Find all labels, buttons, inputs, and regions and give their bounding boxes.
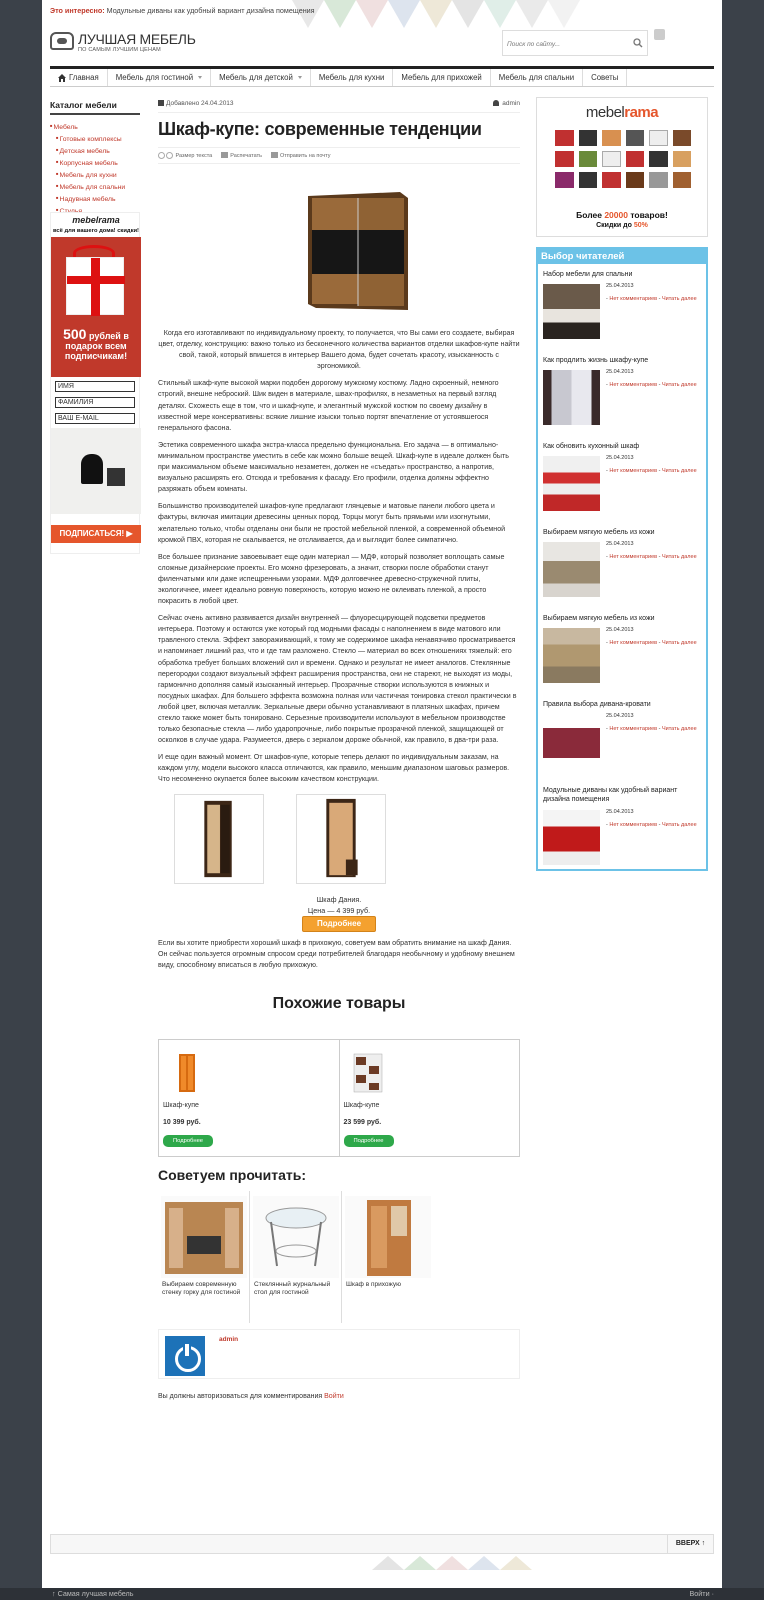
list-item-title[interactable]: Как продлить жизнь шкафу-купе [543, 357, 649, 364]
ad-text: Скидки до [596, 222, 634, 229]
ad-text: 20000 [604, 210, 628, 220]
catalog-item[interactable]: ■ Корпусная мебель [50, 157, 140, 169]
comments-link[interactable]: Нет комментариев [609, 726, 658, 732]
list-item-date: 25.04.2013 [606, 455, 634, 461]
recommended-list [158, 1191, 520, 1323]
product-name[interactable]: Шкаф-купе [163, 1101, 199, 1109]
bottom-bar [0, 1588, 764, 1600]
article-paragraph: Все большее признание завоевывает еще один материал — МДФ, который позволяет воплощать самые сложные дизайнерские проекты. Его можно фрезеровать, а значит, створки после обработки станут филенчатыми или даже испещренными узорами. МДФ долговечнее древесно-стружечной плиты, экологичнее, имеет идеально ровную поверхность, которую можно не оклеивать пленкой, а просто покрасить в любой цвет. [158, 552, 505, 606]
product-card[interactable] [159, 1040, 340, 1156]
list-item-meta: - Нет комментариев - Читать далее [606, 726, 697, 732]
ad-brand-part: rama [624, 104, 659, 121]
back-to-top-button[interactable]: ВВЕРХ ↑ [667, 1535, 713, 1553]
article-paragraph: Когда его изготавливают по индивидуальному проекту, то получается, что Вы сами его создаете, выбирая цвет, отделку, конструкцию: важно только из бесконечного количества вариантов отделки шкафов-купе найти свой, такой, который впишется в интерьер Вашего дома, будет сочетать красоту, изысканность с эргономикой. [158, 329, 520, 371]
recommended-title: Советуем прочитать: [158, 1166, 307, 1183]
comments-link[interactable]: Нет комментариев [609, 554, 658, 560]
subscribe-button[interactable]: ПОДПИСАТЬСЯ! ▶ [51, 525, 141, 543]
user-icon [493, 100, 499, 106]
product-details-button[interactable]: Подробнее [344, 1135, 394, 1147]
comments-link[interactable]: Нет комментариев [609, 822, 658, 828]
catalog-list [50, 121, 140, 217]
chevron-down-icon [198, 76, 202, 79]
nav-living-room[interactable] [108, 69, 211, 86]
site-logo[interactable] [50, 30, 196, 56]
wardrobe-image[interactable] [543, 370, 600, 425]
calendar-icon [158, 100, 164, 106]
list-item-meta: - Нет комментариев - Читать далее [606, 822, 697, 828]
nav-label: Главная [69, 73, 99, 82]
sofa-image[interactable] [543, 542, 600, 597]
print-link[interactable] [221, 152, 262, 159]
promo-offer [54, 326, 138, 361]
name-field[interactable]: ИМЯ [55, 381, 135, 392]
promo-amount: 500 [63, 326, 87, 342]
nav-bedroom[interactable] [491, 69, 583, 86]
list-item-date: 25.04.2013 [606, 713, 634, 719]
list-item-title[interactable]: Правила выбора дивана-кровати [543, 701, 651, 708]
login-link[interactable]: Войти [324, 1392, 344, 1400]
page [42, 0, 722, 1588]
recommended-item[interactable] [342, 1191, 434, 1323]
sofa-bed-image[interactable] [543, 714, 600, 769]
list-item-meta: - Нет комментариев - Читать далее [606, 382, 697, 388]
nav-label: Мебель для гостиной [115, 73, 194, 82]
list-item-meta: - Нет комментариев - Читать далее [606, 554, 697, 560]
mebelrama-ad[interactable] [536, 97, 708, 237]
catalog-item[interactable]: ■ Детская мебель [50, 145, 140, 157]
recommended-item[interactable] [158, 1191, 250, 1323]
recommended-title[interactable]: Шкаф в прихожую [346, 1280, 402, 1288]
main-nav [50, 66, 714, 87]
list-item-meta: - Нет комментариев - Читать далее [606, 296, 697, 302]
list-item-title[interactable]: Выбираем мягкую мебель из кожи [543, 529, 655, 536]
fireplace-image [107, 468, 125, 486]
wardrobe-image [350, 1052, 384, 1094]
catalog-item[interactable]: ■ Мебель [50, 121, 140, 133]
nav-kitchen[interactable] [311, 69, 394, 86]
article-paragraph: Если вы хотите приобрести хороший шкаф в прихожую, советуем вам обратить внимание на шкаф Дания. Он сейчас пользуется огромным спросом среди потребителей благодаря необычному и удобному внешнем виду, способному вписаться в любую прихожую. [158, 938, 515, 969]
comments-link[interactable]: Нет комментариев [609, 640, 658, 646]
surname-field[interactable]: ФАМИЛИЯ [55, 397, 135, 408]
recommended-title[interactable]: Выбираем современную стенку горку для гостиной [162, 1280, 241, 1297]
recommended-title[interactable]: Стеклянный журнальный стол для гостиной [254, 1280, 331, 1297]
hallway-wardrobe-image [345, 1196, 431, 1278]
read-more-link[interactable]: Читать далее [661, 822, 697, 828]
nav-label: Советы [591, 73, 619, 82]
catalog-item[interactable]: ■ Надувная мебель [50, 193, 140, 205]
promo-offer-text: рублей в подарок всем подписчикам! [64, 331, 129, 361]
logo-subtitle: ПО САМЫМ ЛУЧШИМ ЦЕНАМ [78, 47, 161, 53]
product-price: 23 599 руб. [343, 1118, 382, 1126]
email-link[interactable] [271, 152, 331, 159]
article [158, 100, 520, 1400]
similar-products [158, 1039, 520, 1157]
catalog-item[interactable]: ■ Мебель для кухни [50, 169, 140, 181]
catalog-title: Каталог мебели [50, 100, 140, 115]
product-details-button[interactable]: Подробнее [163, 1135, 213, 1147]
list-item [543, 786, 701, 872]
list-item [543, 442, 701, 528]
catalog-item[interactable]: ■ Готовые комплексы [50, 133, 140, 145]
article-paragraph: Эстетика современного шкафа экстра-класса предельно функциональна. Его задача — в оптимально-минимальном пространстве уместить в себе как можно больше вещей. Шкаф-купе в идеале должен быть при максимальном объеме максимально незаметен, должен не «съедать» пространство, а напротив, визуально расширять его. Отсюда и требования к фасаду. Его профили, отделка должны эффектно разряжать объем комнаты. [158, 440, 509, 494]
wardrobe-image [169, 1052, 203, 1094]
post-author-name: admin [502, 100, 520, 107]
text-size-control[interactable] [158, 152, 212, 159]
email-field[interactable]: ВАШ E-MAIL [55, 413, 135, 424]
nav-label: Мебель для прихожей [401, 73, 482, 82]
list-item-date: 25.04.2013 [606, 627, 634, 633]
readers-choice-title: Выбор читателей [538, 249, 706, 264]
article-paragraph: Сейчас очень активно развивается дизайн внутренней — флуоресцирующей подсветки предметов интерьера. Поэтому и остаются уже который год модными фасады с наполнением в виде матового или травленого стекла. Эффект завораживающий, к тому же содержимое шкафа ненавязчиво просматривается и напоминает лишний раз, что и где там разложено. Стекло — материал во всех отношениях тяжелый: его обработка требует больших вложений сил и времени. Однако и результат не имеет аналогов. Стеклянные перегородки создают визуальный эффект расширения пространства, они не стареют, не выходят из моды, гармонично дополняя самый изысканный интерьер. Прозрачные створки используются в книжных и посудных шкафах. Для большего эффекта возможна полная или частичная тонировка стекол практически в любой цвет, включая металлик. Зеркальные двери обычно устанавливают в платяных шкафах, причем стекло также может быть тонировано. Серьезные производители используют в мебельном производстве только безопасные стекла — либо ударопрочные, либо покрытые прозрачной пленкой, защищающей от осколков в случае удара. Разумеется, дверь с зеркалом дороже обычной, как правило, в два-три раза. [158, 614, 517, 745]
ad-text: товаров! [627, 210, 668, 220]
recommended-item[interactable] [250, 1191, 342, 1323]
ad-line-2 [537, 222, 707, 229]
search-input[interactable] [507, 37, 627, 51]
product-price: Цена — 4 399 руб. [307, 905, 371, 915]
footer-login-link[interactable]: Войти · [689, 1589, 714, 1598]
read-more-link[interactable]: Читать далее [661, 468, 697, 474]
product-card[interactable] [340, 1040, 520, 1156]
chevron-down-icon [298, 76, 302, 79]
hallway-wardrobe-image [297, 795, 385, 883]
list-item-date: 25.04.2013 [606, 541, 634, 547]
nav-tips[interactable] [583, 69, 627, 86]
interesting-label: Это интересно: [50, 6, 105, 15]
wall-unit-image [161, 1196, 247, 1278]
product-price: 10 399 руб. [163, 1118, 201, 1126]
print-icon [221, 152, 228, 158]
article-paragraph: Большинство производителей шкафов-купе предлагают глянцевые и матовые панели любого цвета и фактуры, включая имитации древесины ценных пород. Торцы могут быть прямыми или изогнутыми, желательно только, чтобы отделаны они были не простой мебельной пленкой, а современной объемной кромкой ПВХ, которая не скалывается, не отслаивается, да и выглядит более симпатично. [158, 502, 506, 544]
email-label: Отправить на почту [279, 153, 331, 159]
footer-bar [50, 1534, 714, 1554]
nav-kids-room[interactable] [211, 69, 311, 86]
list-item-title[interactable]: Набор мебели для спальни [543, 271, 633, 278]
product-thumbnail[interactable] [174, 794, 264, 884]
ad-text: Более [576, 210, 605, 220]
site-home-link[interactable]: ↑ Самая лучшая мебель [52, 1589, 134, 1598]
list-item [543, 356, 701, 442]
sofa-icon [50, 32, 74, 50]
read-more-link[interactable]: Читать далее [661, 726, 697, 732]
readers-list [538, 264, 706, 872]
nav-home[interactable] [50, 69, 108, 86]
catalog-item[interactable]: ■ Мебель для спальни [50, 181, 140, 193]
list-item-meta: - Нет комментариев - Читать далее [606, 640, 697, 646]
product-thumbnails [158, 794, 520, 894]
ad-brand-part: mebel [585, 104, 625, 121]
product-name[interactable]: Шкаф-купе [343, 1101, 380, 1109]
read-more-link[interactable]: Читать далее [661, 640, 697, 646]
read-more-link[interactable]: Читать далее [661, 554, 697, 560]
list-item [543, 270, 701, 356]
left-sidebar [50, 100, 140, 538]
subscribe-banner[interactable] [50, 212, 140, 554]
readers-choice [536, 247, 708, 871]
modular-sofa-image[interactable] [543, 810, 600, 865]
kitchen-image[interactable] [543, 456, 600, 511]
ad-furniture-grid [555, 130, 691, 188]
home-icon [58, 74, 66, 82]
article-meta [158, 100, 520, 113]
avatar [165, 1336, 205, 1376]
product-caption: Шкаф Дания. [316, 894, 362, 904]
comment [158, 1329, 520, 1379]
list-item-title[interactable]: Как обновить кухонный шкаф [543, 443, 640, 450]
promo-gift-area [51, 237, 141, 377]
logo-title: ЛУЧШАЯ МЕБЕЛЬ [78, 31, 196, 47]
list-item-title[interactable]: Модульные диваны как удобный вариант дизайна помещения [543, 787, 678, 803]
nav-label: Мебель для детской [219, 73, 293, 82]
list-item [543, 614, 701, 700]
comment-author[interactable]: admin [219, 1335, 239, 1343]
text-size-label: Размер текста [175, 153, 213, 159]
article-tools [158, 147, 520, 164]
post-date-text: Добавлено 24.04.2013 [166, 100, 234, 107]
nav-hallway[interactable] [393, 69, 490, 86]
article-paragraph: Стильный шкаф-купе высокой марки подобен дорогому мужскому костюму. Ладно скроенный, немного строгий, внешне неброский. Шик виден в материале, швах-профилях, в незаметных на первый взгляд деталях. Схожесть еще в том, что и шкаф-купе, и элегантный мужской костюм по своему дизайну в известной мере консервативны: всякие лишние изыски только портят впечатление от устоявшегося генерального фасона. [158, 379, 499, 432]
gift-icon [66, 257, 124, 315]
list-item [543, 528, 701, 614]
page-title: Шкаф-купе: современные тенденции [158, 119, 482, 139]
plus-icon[interactable] [166, 152, 173, 159]
read-more-link[interactable]: Читать далее [661, 382, 697, 388]
ad-text: 50% [633, 222, 648, 229]
list-item-date: 25.04.2013 [606, 809, 634, 815]
bedroom-image[interactable] [543, 284, 600, 339]
minus-icon[interactable] [158, 152, 165, 159]
wardrobe-image [308, 192, 408, 310]
interesting-bar [50, 6, 315, 15]
promo-brand: mebelrama [72, 215, 120, 225]
rss-icon[interactable] [654, 29, 665, 40]
ad-brand [537, 104, 707, 121]
interesting-link[interactable]: Модульные диваны как удобный вариант дизайна помещения [106, 6, 315, 15]
promo-room-image [51, 428, 141, 514]
right-sidebar [536, 97, 708, 871]
mail-icon [271, 152, 278, 158]
nav-label: Мебель для спальни [498, 73, 575, 82]
comments-link[interactable]: Нет комментариев [609, 382, 658, 388]
product-thumbnail[interactable] [296, 794, 386, 884]
list-item-title[interactable]: Выбираем мягкую мебель из кожи [543, 615, 655, 622]
nav-label: Мебель для кухни [318, 73, 385, 82]
read-more-link[interactable]: Читать далее [661, 296, 697, 302]
list-item [543, 700, 701, 786]
login-text: Вы должны авторизоваться для комментирования [158, 1392, 323, 1400]
promo-tagline: всё для вашего дома! скидки! [53, 228, 139, 234]
print-label: Распечатать [230, 153, 262, 159]
chair-image [81, 454, 103, 484]
sofa-image[interactable] [543, 628, 600, 683]
comments-link[interactable]: Нет комментариев [609, 468, 658, 474]
post-author[interactable] [493, 100, 520, 107]
search-icon[interactable] [633, 38, 643, 48]
post-date [158, 100, 234, 107]
article-image [158, 164, 520, 328]
article-paragraph: И еще один важный момент. От шкафов-купе, которые теперь делают по индивидуальным заказам, на каждом углу, модели высокого класса отличаются, как правило, меньшим диапазоном шаговых размеров. Что несомненно окупается более высоким качеством конструкции. [158, 753, 510, 784]
list-item-date: 25.04.2013 [606, 369, 634, 375]
login-notice [158, 1393, 520, 1400]
ad-line-1 [537, 210, 707, 220]
glass-table-image [253, 1196, 339, 1278]
list-item-date: 25.04.2013 [606, 283, 634, 289]
product-details-button[interactable]: Подробнее [302, 916, 376, 932]
comments-link[interactable]: Нет комментариев [609, 296, 658, 302]
similar-products-title: Похожие товары [272, 994, 406, 1012]
search-box [502, 30, 648, 56]
hallway-wardrobe-image [175, 795, 263, 883]
list-item-meta: - Нет комментариев - Читать далее [606, 468, 697, 474]
